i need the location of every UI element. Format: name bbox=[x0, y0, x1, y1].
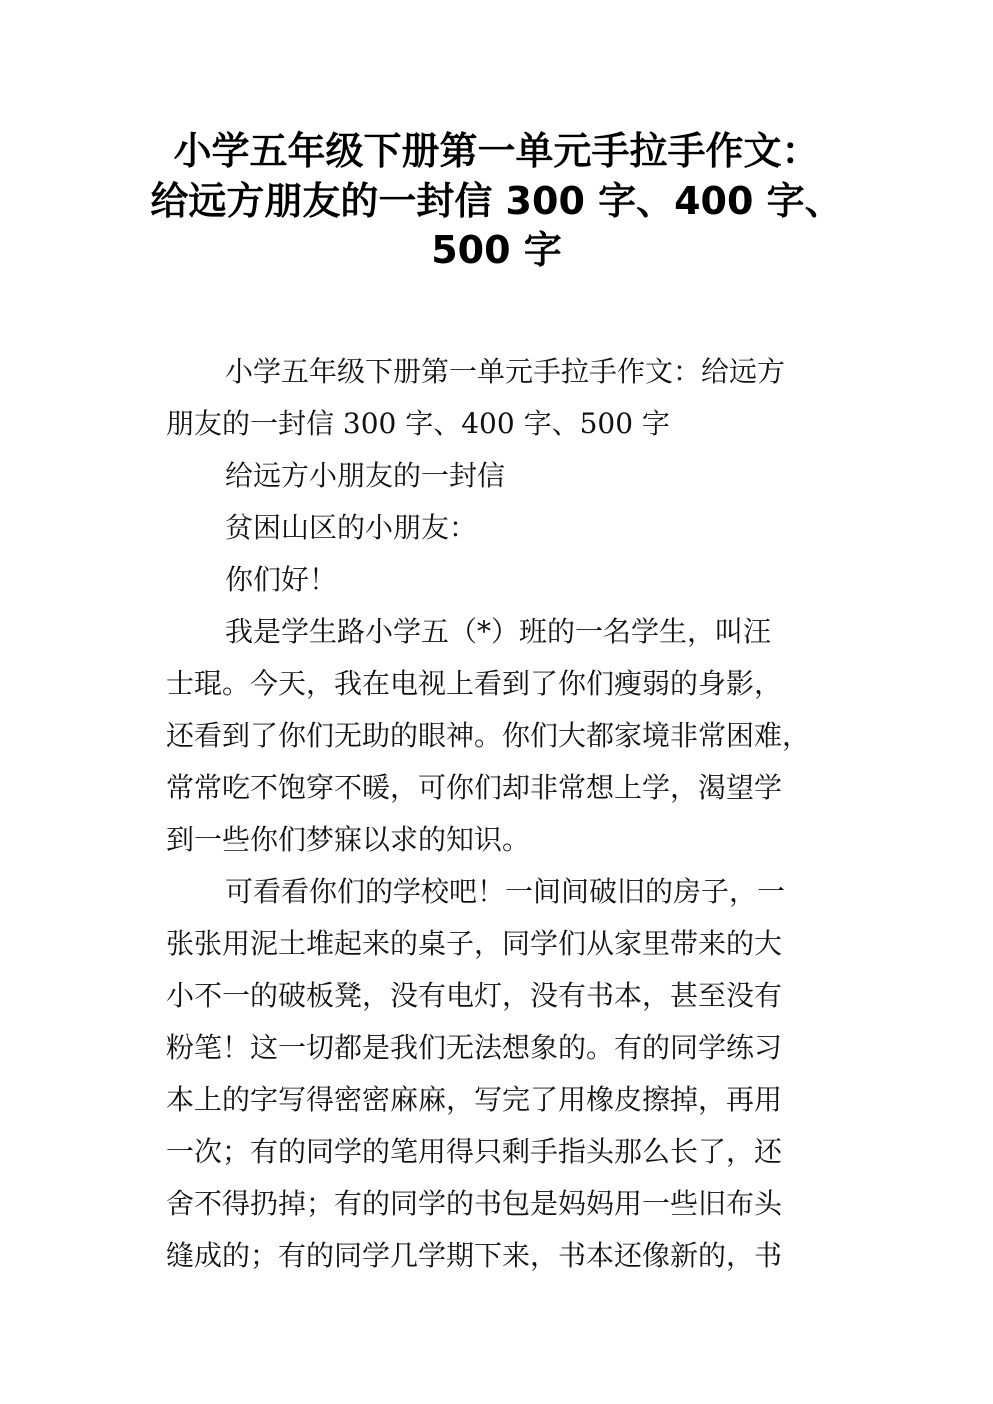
paragraph-line: 朋友的一封信 300 字、400 字、500 字 bbox=[166, 407, 670, 440]
paragraph-line: 小不一的破板凳，没有电灯，没有书本，甚至没有 bbox=[166, 979, 783, 1012]
letter-heading: 给远方小朋友的一封信 bbox=[225, 459, 506, 492]
paragraph-line: 粉笔！这一切都是我们无法想象的。有的同学练习 bbox=[166, 1031, 783, 1064]
paragraph-line: 一次；有的同学的笔用得只剩手指头那么长了，还 bbox=[166, 1135, 783, 1168]
paragraph-line: 我是学生路小学五（*）班的一名学生，叫汪 bbox=[225, 615, 772, 648]
letter-greeting: 你们好！ bbox=[225, 563, 338, 596]
paragraph-line: 士琨。今天，我在电视上看到了你们瘦弱的身影， bbox=[166, 667, 783, 700]
paragraph-line: 舍不得扔掉；有的同学的书包是妈妈用一些旧布头 bbox=[166, 1187, 783, 1220]
paragraph-line: 缝成的；有的同学几学期下来，书本还像新的，书 bbox=[166, 1239, 783, 1272]
paragraph-line: 张张用泥土堆起来的桌子，同学们从家里带来的大 bbox=[166, 927, 783, 960]
letter-salutation: 贫困山区的小朋友： bbox=[225, 511, 478, 544]
paragraph-line: 可看看你们的学校吧！一间间破旧的房子，一 bbox=[225, 875, 786, 908]
paragraph-line: 本上的字写得密密麻麻，写完了用橡皮擦掉，再用 bbox=[166, 1083, 783, 1116]
document-title-line-3: 500 字 bbox=[431, 228, 562, 272]
document-title-line-1: 小学五年级下册第一单元手拉手作文： bbox=[173, 129, 820, 173]
paragraph-line: 小学五年级下册第一单元手拉手作文：给远方 bbox=[225, 355, 786, 388]
paragraph-line: 还看到了你们无助的眼神。你们大都家境非常困难， bbox=[166, 719, 811, 752]
paragraph-line: 常常吃不饱穿不暖，可你们却非常想上学，渴望学 bbox=[166, 771, 783, 804]
paragraph-line: 到一些你们梦寐以求的知识。 bbox=[166, 823, 531, 856]
document-title-line-2: 给远方朋友的一封信 300 字、400 字、 bbox=[150, 179, 843, 223]
